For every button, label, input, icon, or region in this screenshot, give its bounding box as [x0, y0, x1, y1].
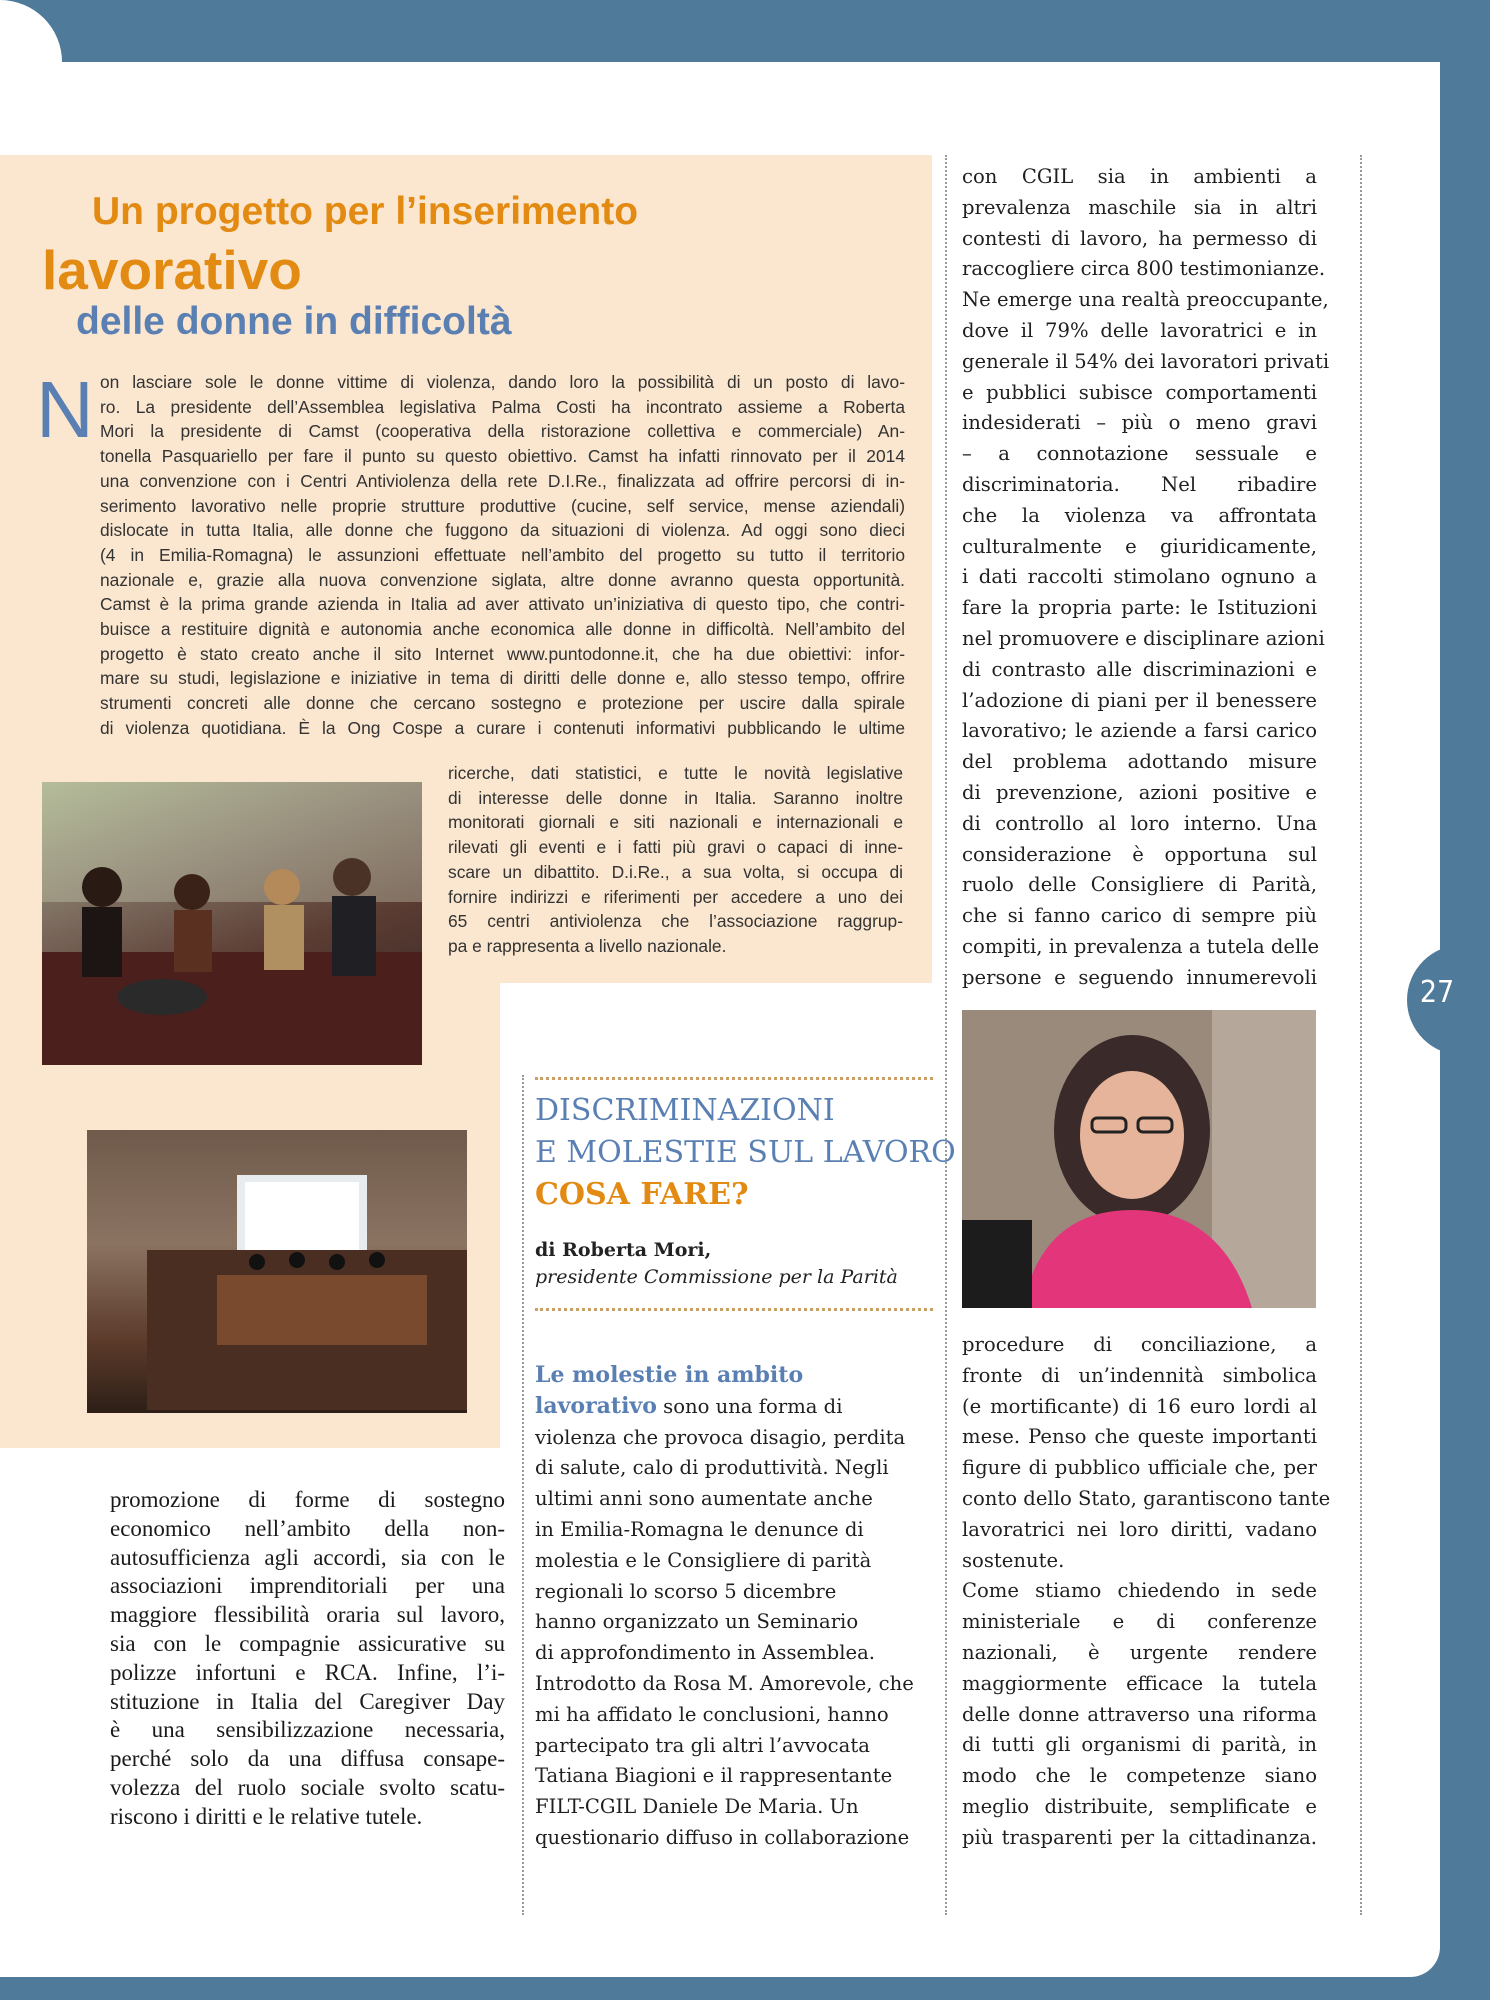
text-line: generale il 54% dei lavoratori privati: [962, 349, 1330, 373]
text-line: i dati raccolti stimolano ognuno a: [962, 565, 1317, 589]
text-line: del problema adottando misure: [962, 750, 1317, 774]
article-title-line1: Un progetto per l’inserimento: [92, 190, 639, 233]
text-line: una convenzione con i Centri Antiviolenza della rete D.I.Re., finalizzata ad offrire percorsi di in-: [100, 470, 905, 491]
text-line: [535, 1391, 935, 1423]
text-line: partecipato tra gli altri l’avvocata: [535, 1733, 870, 1757]
byline-name: di Roberta Mori,: [535, 1239, 712, 1261]
text-line: (4 in Emilia-Romagna) le assunzioni effettuate nell’ambito del progetto su tutto il territorio: [100, 544, 905, 565]
text-line: ministeriale e di conferenze: [962, 1610, 1317, 1634]
text-line: di controllo al loro interno. Una: [962, 811, 1317, 835]
text-line: fronte di un’indennità simbolica: [962, 1363, 1317, 1387]
text-line: lavorativo; le aziende a farsi carico: [962, 719, 1317, 743]
text-line: ruolo delle Consigliere di Parità,: [962, 873, 1317, 897]
text-line: buisce a restituire dignità e autonomia anche economica alle donne in difficoltà. Nell’ambito del: [100, 619, 905, 640]
text-line: tonella Pasquariello per fare il punto su questo obiettivo. Camst ha infatti rinnovato per il 2014: [100, 446, 905, 467]
drop-cap: N: [36, 365, 94, 454]
text-line: contesti di lavoro, ha permesso di: [962, 226, 1317, 250]
text-fragment: sono una forma di: [656, 1394, 843, 1418]
text-line: mese. Penso che queste importanti: [962, 1425, 1317, 1449]
text-line: procedure di conciliazione, a: [962, 1333, 1317, 1356]
text-line: conto dello Stato, garantiscono tante: [962, 1486, 1331, 1510]
text-line: Ne emerge una realtà preoccupante,: [962, 288, 1329, 312]
text-line: progetto è stato creato anche il sito Internet www.puntodonne.it, che ha due obiettivi: infor-: [100, 643, 905, 664]
text-line: prevalenza maschile sia in altri: [962, 195, 1317, 219]
text-line: in Emilia-Romagna le denunce di: [535, 1517, 864, 1541]
right-column-top-text: [962, 162, 1330, 994]
text-line: maggiormente efficace la tutela: [962, 1671, 1317, 1695]
section-subhead-2: lavorativo: [535, 1392, 657, 1419]
portrait-image: [962, 1010, 1316, 1308]
text-line: più trasparenti per la cittadinanza.: [962, 1825, 1317, 1849]
section-heading-line1: DISCRIMINAZIONI: [535, 1093, 835, 1128]
text-line: (e mortificante) di 16 euro lordi al: [962, 1394, 1317, 1418]
text-line: indesiderati – più o meno gravi: [962, 411, 1317, 435]
text-line: fornire indirizzi e riferimenti per accedere a uno dei: [448, 886, 903, 907]
text-line: che la violenza va affrontata: [962, 503, 1317, 527]
text-line: – a connotazione sessuale e: [962, 442, 1317, 466]
page-number: 27: [1419, 975, 1455, 1010]
text-line: Mori la presidente di Camst (cooperativa della ristorazione collettiva e commerciale) An-: [100, 421, 905, 442]
text-line: regionali lo scorso 5 dicembre: [535, 1579, 837, 1603]
text-line: nel promuovere e disciplinare azioni: [962, 626, 1325, 650]
meeting-photo: [42, 782, 422, 1065]
section-divider-bottom: [535, 1308, 933, 1315]
text-line: maggiore flessibilità oraria sul lavoro,: [110, 1602, 505, 1628]
text-line: che si fanno carico di sempre più: [962, 904, 1317, 928]
text-line: di interesse delle donne in Italia. Saranno inoltre: [448, 787, 903, 808]
text-line: Introdotto da Rosa M. Amorevole, che: [535, 1671, 914, 1695]
seminar-photo: [87, 1130, 467, 1413]
meeting-photo-image: [42, 782, 422, 1065]
text-line: dove il 79% delle lavoratrici e in: [962, 318, 1317, 342]
text-line: culturalmente e giuridicamente,: [962, 534, 1317, 558]
text-line: di approfondimento in Assemblea.: [535, 1641, 876, 1665]
article-title-line2: lavorativo: [42, 239, 302, 301]
text-line: riscono i diritti e le relative tutele.: [110, 1803, 423, 1829]
article-title-line3: delle donne in difficoltà: [76, 300, 512, 343]
text-line: molestia e le Consigliere di parità: [535, 1548, 872, 1572]
text-line: figure di pubblico ufficiale che, per: [962, 1456, 1317, 1480]
text-line: mare su studi, legislazione e iniziative in tema di diritti delle donne e, allo stesso tempo, offrire: [100, 668, 905, 689]
text-line: e pubblici subisce comportamenti: [962, 380, 1317, 404]
text-line: sostenute.: [962, 1548, 1065, 1572]
text-line: nazionali, è urgente rendere: [962, 1640, 1317, 1664]
byline-role: presidente Commissione per la Parità: [535, 1266, 898, 1288]
text-line: volezza del ruolo sociale svolto scatu-: [110, 1774, 505, 1800]
text-line: compiti, in prevalenza a tutela delle: [962, 934, 1320, 958]
text-line: polizze infortuni e RCA. Infine, l’i-: [110, 1659, 505, 1685]
text-line: FILT-CGIL Daniele De Maria. Un: [535, 1795, 859, 1819]
column-divider-1: [522, 1075, 524, 1915]
text-line: Come stiamo chiedendo in sede: [962, 1579, 1317, 1603]
text-line: ricerche, dati statistici, e tutte le novità legislative: [448, 763, 903, 783]
text-line: raccogliere circa 800 testimonianze.: [962, 257, 1326, 281]
text-line: perché solo da una diffusa consape-: [110, 1746, 505, 1772]
text-line: dislocate in tutta Italia, alle donne che fuggono da situazioni di violenza. Ad oggi sono dieci: [100, 520, 905, 541]
text-line: di violenza quotidiana. È la Ong Cospe a curare i contenuti informativi pubblicando le ultime: [100, 717, 905, 738]
text-line: autosufficienza agli accordi, sia con le: [110, 1544, 505, 1570]
text-line: sia con le compagnie assicurative su: [110, 1630, 505, 1656]
text-line: l’adozione di piani per il benessere: [962, 688, 1317, 712]
text-line: discriminatoria. Nel ribadire: [962, 472, 1317, 496]
text-line: nazionale e, grazie alla nuova convenzione siglata, altre donne avranno questa opportunità.: [100, 569, 905, 590]
text-line: persone e seguendo innumerevoli: [962, 965, 1317, 989]
byline: [535, 1237, 935, 1291]
text-line: questionario diffuso in collaborazione: [535, 1825, 910, 1849]
text-line: strumenti concreti alle donne che cercano sostegno e protezione per uscire dalla spirale: [100, 693, 905, 714]
text-line: ultimi anni sono aumentate anche: [535, 1487, 873, 1511]
text-line: è una sensibilizzazione necessaria,: [110, 1717, 505, 1743]
article-wrapped-text: [448, 761, 903, 959]
left-column-text: [110, 1486, 505, 1832]
text-line: on lasciare sole le donne vittime di violenza, dando loro la possibilità di un posto di lavo-: [100, 372, 905, 392]
text-line: lavoratrici nei loro diritti, vadano: [962, 1517, 1317, 1541]
right-column-bottom-text: [962, 1330, 1331, 1854]
column-divider-2: [945, 155, 947, 1915]
text-line: di tutti gli organismi di parità, in: [962, 1733, 1317, 1757]
text-line: scare un dibattito. D.i.Re., a sua volta, si occupa di: [448, 861, 903, 882]
section-body-text: [535, 1360, 935, 1854]
section-heading-line2: E MOLESTIE SUL LAVORO: [535, 1135, 956, 1170]
text-line: stituzione in Italia del Caregiver Day: [110, 1688, 505, 1714]
text-line: di salute, calo di produttività. Negli: [535, 1456, 889, 1480]
section-heading: [535, 1090, 956, 1216]
text-line: Tatiana Biagioni e il rappresentante: [535, 1764, 893, 1788]
text-line: economico nell’ambito della non-: [110, 1515, 505, 1541]
column-divider-3: [1360, 155, 1362, 1915]
text-line: fare la propria parte: le Istituzioni: [962, 596, 1317, 620]
text-line: rilevati gli eventi e i fatti più gravi o capaci di inne-: [448, 837, 903, 858]
text-line: mi ha affidato le conclusioni, hanno: [535, 1702, 889, 1726]
text-line: meglio distribuite, semplificate e: [962, 1794, 1317, 1818]
text-line: ro. La presidente dell’Assemblea legislativa Palma Costi ha incontrato assieme a Roberta: [100, 396, 905, 417]
text-line: associazioni imprenditoriali per una: [110, 1573, 505, 1599]
roberta-mori-photo: [962, 1010, 1316, 1308]
text-line: delle donne attraverso una riforma: [962, 1702, 1317, 1726]
text-line: di prevenzione, azioni positive e: [962, 780, 1317, 804]
page-corner: [0, 0, 62, 70]
text-line: Camst è la prima grande azienda in Italia ad aver attivato un’iniziativa di questo tipo, che contri-: [100, 594, 905, 615]
text-line: modo che le competenze siano: [962, 1764, 1317, 1788]
section-heading-line3: COSA FARE?: [535, 1177, 749, 1212]
article-lead-text: [100, 370, 905, 741]
text-line: pa e rappresenta a livello nazionale.: [448, 935, 727, 956]
text-line: monitorati giornali e siti nazionali e internazionali e: [448, 812, 903, 833]
text-line: hanno organizzato un Seminario: [535, 1610, 859, 1634]
section-divider-top: [535, 1077, 933, 1084]
text-line: serimento lavorativo nelle proprie strutture produttive (cucine, self service, mense aziendali): [100, 495, 905, 516]
text-line: violenza che provoca disagio, perdita: [535, 1425, 906, 1449]
text-line: con CGIL sia in ambienti a: [962, 165, 1317, 188]
section-subhead-1: Le molestie in ambito: [535, 1362, 804, 1388]
text-line: considerazione è opportuna sul: [962, 842, 1317, 866]
text-line: di contrasto alle discriminazioni e: [962, 657, 1317, 681]
text-line: promozione di forme di sostegno: [110, 1487, 505, 1512]
text-line: 65 centri antiviolenza che l’associazione raggrup-: [448, 911, 903, 932]
seminar-photo-image: [87, 1130, 467, 1413]
